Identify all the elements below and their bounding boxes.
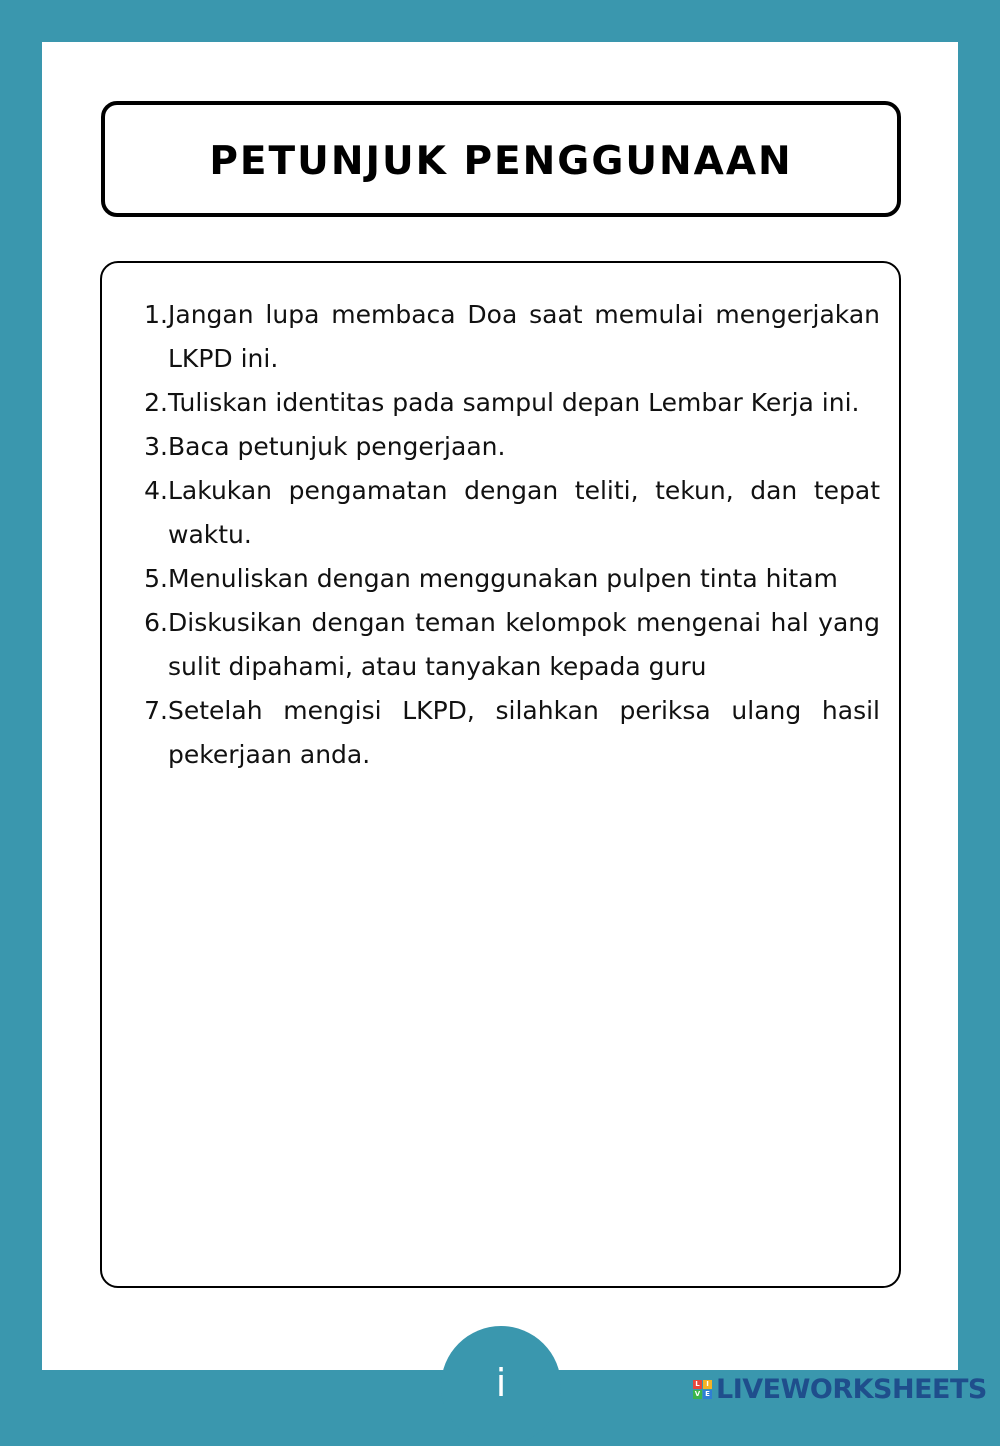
list-item <box>142 601 880 689</box>
watermark-text: LIVEWORKSHEETS <box>716 1373 987 1405</box>
page-title: PETUNJUK PENGGUNAAN <box>209 138 793 184</box>
step-number: 3. <box>144 432 168 461</box>
list-item <box>142 293 880 381</box>
step-text: Jangan lupa membaca Doa saat memulai mengerjakan LKPD ini. <box>168 300 880 373</box>
logo-tile-e: E <box>703 1390 712 1399</box>
list-item <box>142 469 880 557</box>
step-number: 7. <box>144 696 168 725</box>
step-number: 1. <box>144 300 168 329</box>
instructions-box <box>100 261 901 1288</box>
logo-tile-v: V <box>694 1389 701 1398</box>
logo-tile-l: L <box>693 1380 702 1389</box>
step-text: Diskusikan dengan teman kelompok mengenai hal yang sulit dipahami, atau tanyakan kepada guru <box>168 608 880 681</box>
step-text: Menuliskan dengan menggunakan pulpen tinta hitam <box>168 564 838 593</box>
list-item <box>142 689 880 777</box>
instructions-list <box>142 293 880 777</box>
step-number: 5. <box>144 564 168 593</box>
title-box <box>101 101 901 217</box>
step-text: Lakukan pengamatan dengan teliti, tekun, dan tepat waktu. <box>168 476 880 549</box>
page-number: i <box>495 1361 507 1405</box>
liveworksheets-watermark <box>693 1374 987 1404</box>
list-item <box>142 557 880 601</box>
step-number: 4. <box>144 476 168 505</box>
step-text: Baca petunjuk pengerjaan. <box>168 432 506 461</box>
step-text: Tuliskan identitas pada sampul depan Lembar Kerja ini. <box>168 388 860 417</box>
logo-tile-i: I <box>703 1380 712 1389</box>
step-number: 6. <box>144 608 168 637</box>
page-number-tab <box>441 1326 561 1446</box>
liveworksheets-logo-icon <box>693 1380 712 1399</box>
step-number: 2. <box>144 388 168 417</box>
list-item <box>142 425 880 469</box>
list-item <box>142 381 880 425</box>
step-text: Setelah mengisi LKPD, silahkan periksa ulang hasil pekerjaan anda. <box>168 696 880 769</box>
